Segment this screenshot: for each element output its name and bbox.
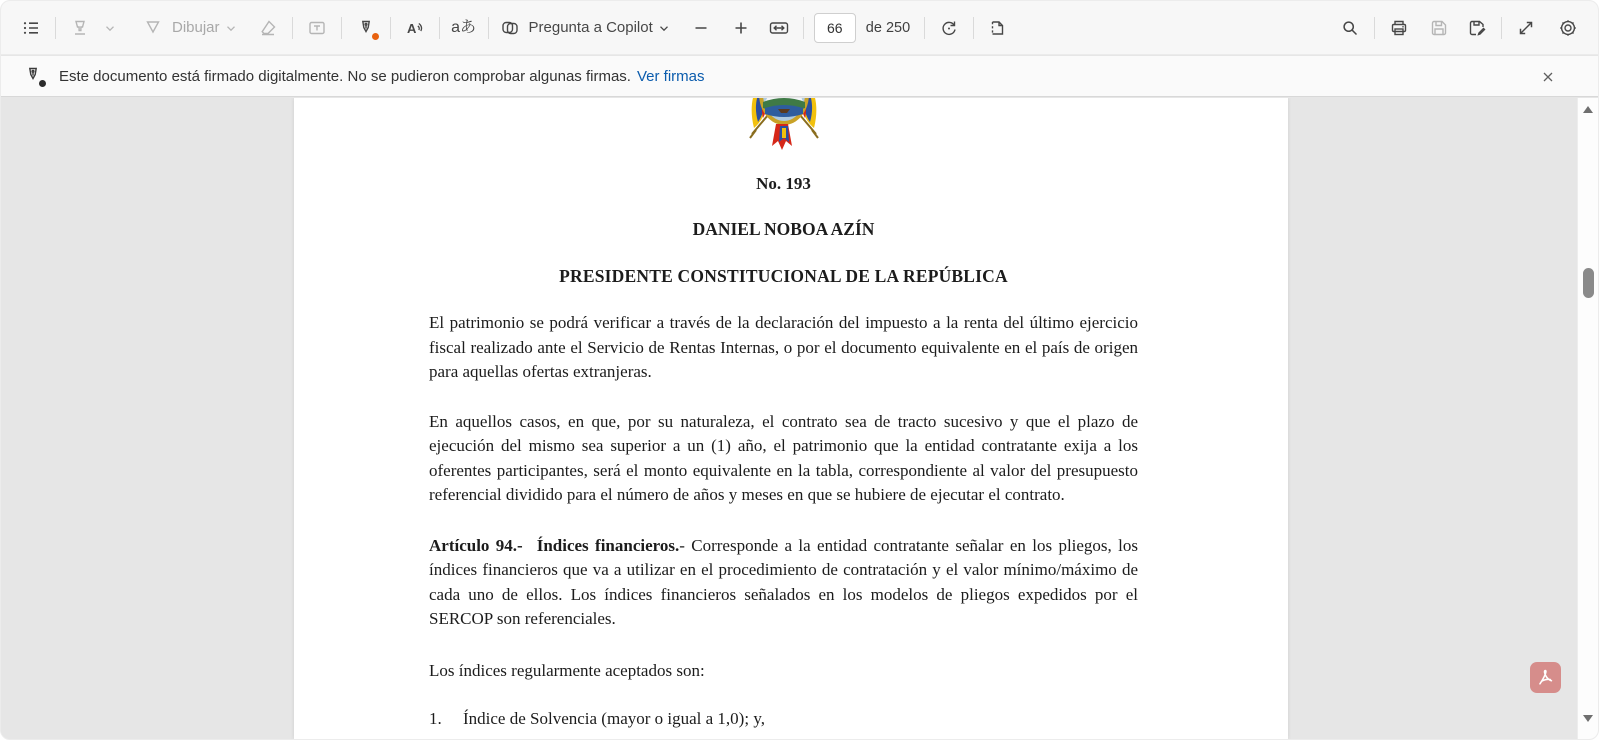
signature-pen-icon [355, 17, 377, 39]
signature-message: Este documento está firmado digitalmente. No se pudieron comprobar algunas firmas. [59, 67, 631, 85]
signature-alert-badge [371, 32, 380, 41]
ask-copilot-label: Pregunta a Copilot [528, 19, 653, 36]
toolbar-separator [55, 17, 56, 39]
document-canvas[interactable] [1, 98, 1598, 739]
signature-warning-badge [38, 79, 47, 88]
article-text: - Corresponde a la entidad contratante señalar en los pliegos, los índices financieros que va a utilizar en el procedimiento de contratación y el valor mínimo/máximo de cada uno de ellos. Los índices financieros señalados en los modelos de pliegos expedidos por el SERCOP son referenciales. [429, 535, 1139, 628]
list-item-number: 1. [429, 709, 442, 728]
save-as-icon [1466, 17, 1488, 39]
search-icon [1339, 17, 1361, 39]
scroll-up-button[interactable] [1578, 106, 1598, 122]
translate-icon: aあ [451, 18, 476, 36]
scroll-down-button[interactable] [1578, 715, 1598, 731]
paragraph-patrimonio: El patrimonio se podrá verificar a través de la declaración del impuesto a la renta del último ejercicio fiscal realizado ante el Servicio de Rentas Internas, o por el documento equivalente en el país de origen para aquellas ofertas extranjeras. [429, 313, 1138, 381]
copilot-icon [499, 17, 521, 39]
toolbar-separator [488, 17, 489, 39]
fit-to-width-button[interactable] [765, 12, 793, 44]
document-author: DANIEL NOBOA AZÍN [692, 219, 875, 239]
fit-width-icon [768, 17, 790, 39]
article-label: Artículo 94.- [429, 535, 523, 555]
rotate-icon [938, 17, 960, 39]
open-in-acrobat-button[interactable] [1530, 662, 1561, 693]
toolbar-separator [1501, 17, 1502, 39]
page-view-button[interactable] [984, 12, 1012, 44]
draw-button[interactable] [142, 12, 238, 44]
scrollbar-thumb[interactable] [1583, 268, 1594, 298]
print-button[interactable] [1385, 12, 1413, 44]
paragraph-tracto-sucesivo: En aquellos casos, en que, por su naturaleza, el contrato sea de tracto sucesivo y que el plazo de ejecución del mismo sea superior a un (1) año, el patrimonio que la entidad contratante exija a los oferentes participantes, será el monto equivalente en la tabla, correspondiente al valor del presupuesto referencial dividido para el número de años y meses en que se hubiere de ejecutar el contrato. [429, 411, 1138, 504]
document-title: PRESIDENTE CONSTITUCIONAL DE LA REPÚBLICA [559, 266, 1008, 286]
minus-icon [692, 19, 710, 37]
signature-pen-icon [23, 65, 45, 87]
gear-icon [1557, 17, 1579, 39]
translate-button[interactable] [450, 12, 478, 44]
read-aloud-button[interactable] [401, 12, 429, 44]
arrow-up-icon [1583, 106, 1593, 113]
page-view-icon [987, 17, 1009, 39]
list-intro: Los índices regularmente aceptados son: [429, 660, 705, 680]
zoom-out-button[interactable] [687, 12, 715, 44]
toolbar-separator [1374, 17, 1375, 39]
close-icon [1540, 69, 1556, 85]
toolbar-separator [390, 17, 391, 39]
fullscreen-button[interactable] [1512, 12, 1540, 44]
toolbar-separator [292, 17, 293, 39]
text-box-icon [306, 17, 328, 39]
toolbar-separator [973, 17, 974, 39]
list-item [429, 707, 1138, 732]
chevron-down-icon [103, 21, 117, 35]
toolbar-separator [439, 17, 440, 39]
toolbar-separator [803, 17, 804, 39]
highlight-options-chevron[interactable] [96, 12, 124, 44]
erase-button[interactable] [254, 12, 282, 44]
search-button[interactable] [1336, 12, 1364, 44]
zoom-in-button[interactable] [727, 12, 755, 44]
table-of-contents-button[interactable] [17, 12, 45, 44]
chevron-down-icon [224, 21, 238, 35]
list-item-text: Índice de Solvencia (mayor o igual a 1,0); y, [463, 709, 765, 728]
article-name: Índices financieros. [536, 535, 680, 555]
read-aloud-icon [404, 17, 426, 39]
document-number: No. 193 [756, 174, 811, 193]
acrobat-logo-icon [1536, 668, 1555, 687]
add-text-button[interactable] [303, 12, 331, 44]
print-icon [1388, 17, 1410, 39]
arrow-down-icon [1583, 715, 1593, 722]
pdf-page [294, 98, 1288, 739]
draw-pen-icon [142, 17, 164, 39]
paragraph-articulo-94 [429, 534, 1138, 632]
rotate-button[interactable] [935, 12, 963, 44]
view-signatures-link[interactable]: Ver firmas [636, 67, 705, 85]
page-number-input[interactable] [814, 13, 856, 43]
pdf-toolbar [1, 1, 1598, 55]
highlighter-icon [69, 17, 91, 39]
toolbar-separator [924, 17, 925, 39]
page-total-label: de 250 [865, 19, 911, 36]
expand-icon [1515, 17, 1537, 39]
vertical-scrollbar[interactable] [1577, 98, 1598, 739]
plus-icon [732, 19, 750, 37]
save-button[interactable] [1425, 12, 1453, 44]
digital-signature-button[interactable] [352, 12, 380, 44]
ecuador-coat-of-arms [429, 98, 1138, 158]
signature-notification-bar [1, 56, 1598, 97]
toolbar-separator [341, 17, 342, 39]
settings-button[interactable] [1554, 12, 1582, 44]
svg-text:A: A [406, 20, 416, 36]
chevron-down-icon [657, 21, 671, 35]
save-as-button[interactable] [1463, 12, 1491, 44]
draw-label: Dibujar [172, 19, 220, 36]
save-icon [1428, 17, 1450, 39]
table-of-contents-icon [20, 17, 42, 39]
close-notification-button[interactable] [1534, 63, 1562, 91]
eraser-icon [257, 17, 279, 39]
highlight-button[interactable] [66, 12, 94, 44]
ask-copilot-button[interactable] [499, 12, 671, 44]
